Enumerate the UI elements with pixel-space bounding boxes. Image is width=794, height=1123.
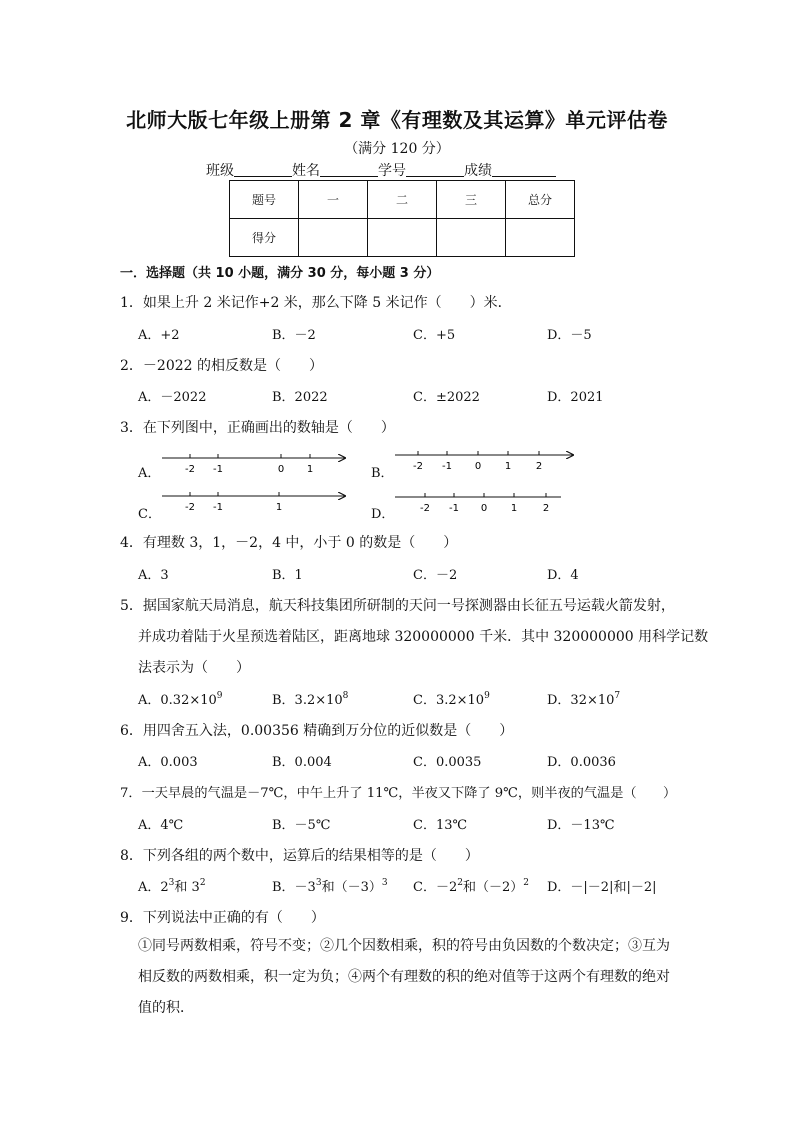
- question-9-stem: 9．下列说法中正确的有（ ）: [120, 910, 325, 926]
- exponent: 2: [199, 878, 206, 888]
- number-line-b: [395, 451, 573, 472]
- option-text: 和（－2）: [462, 880, 524, 895]
- q4-option-a[interactable]: A．3: [138, 568, 169, 583]
- exponent: 3: [315, 878, 322, 888]
- q8-option-d[interactable]: D．－|－2|和|－2|: [547, 880, 657, 895]
- q7-option-b[interactable]: B．－5℃: [272, 818, 331, 833]
- option-text: A．2: [138, 880, 169, 895]
- q2-option-d[interactable]: D．2021: [547, 390, 604, 405]
- q1-option-b[interactable]: B．－2: [272, 328, 316, 343]
- option-text: 和 3: [174, 880, 200, 895]
- tick-label: 0: [277, 464, 285, 475]
- q4-option-b[interactable]: B．1: [272, 568, 303, 583]
- option-text: C．－2: [413, 880, 458, 895]
- q4-option-d[interactable]: D．4: [547, 568, 579, 583]
- exponent: 8: [342, 691, 349, 701]
- question-7-stem: 7．一天早晨的气温是－7℃，中午上升了 11℃，半夜又下降了 9℃，则半夜的气温是（ ）: [120, 786, 677, 801]
- exponent: 9: [216, 691, 223, 701]
- number-line-d: [395, 493, 561, 514]
- q2-option-c[interactable]: C．±2022: [413, 390, 480, 405]
- q2-option-a[interactable]: A．－2022: [138, 390, 207, 405]
- tick-label: 2: [542, 503, 550, 514]
- q4-option-c[interactable]: C．－2: [413, 568, 458, 583]
- name-label: 姓名: [292, 163, 320, 179]
- tick-label: -2: [413, 461, 423, 472]
- q5-option-c[interactable]: [413, 689, 490, 708]
- tick-label: -1: [213, 464, 223, 475]
- option-text: A．0.32×10: [138, 693, 217, 708]
- tick-label: 1: [306, 464, 314, 475]
- q1-option-c[interactable]: C．+5: [413, 328, 456, 343]
- tick-label: -2: [420, 503, 430, 514]
- option-text: B．－3: [272, 880, 316, 895]
- tick-label: 1: [504, 461, 512, 472]
- tick-label: 2: [535, 461, 543, 472]
- score-label: 成绩: [464, 163, 492, 179]
- q8-option-c[interactable]: [413, 876, 529, 895]
- question-3-stem: 3．在下列图中，正确画出的数轴是（ ）: [120, 420, 395, 436]
- option-text: 和（－3）: [321, 880, 382, 895]
- tick-label: -2: [185, 502, 195, 513]
- q8-option-b[interactable]: [272, 876, 388, 895]
- q5-option-a[interactable]: [138, 689, 223, 708]
- score-table-header-cell: 一: [299, 181, 368, 219]
- number-line-c: [162, 492, 345, 513]
- q7-option-d[interactable]: D．－13℃: [547, 818, 615, 833]
- q6-option-d[interactable]: D．0.0036: [547, 755, 616, 770]
- option-text: C．3.2×10: [413, 693, 485, 708]
- question-8-stem: 8．下列各组的两个数中，运算后的结果相等的是（ ）: [120, 848, 479, 864]
- tick-label: -2: [185, 464, 195, 475]
- tick-label: -1: [442, 461, 452, 472]
- q3-option-b[interactable]: B．: [371, 466, 394, 481]
- number-line-a: [162, 454, 345, 475]
- q1-option-d[interactable]: D．－5: [547, 328, 592, 343]
- tick-label: 0: [474, 461, 482, 472]
- question-5-line-3: 法表示为（ ）: [138, 660, 250, 676]
- option-text: D．32×10: [547, 693, 615, 708]
- exponent: 3: [168, 878, 175, 888]
- tick-label: -1: [213, 502, 223, 513]
- tick-label: -1: [449, 503, 459, 514]
- question-2-stem: 2．－2022 的相反数是（ ）: [120, 358, 323, 374]
- question-9-statements: ①同号两数相乘，符号不变；②几个因数相乘，积的符号由负因数的个数决定；③互为相反数的两数相乘，积一定为负；④两个有理数的积的绝对值等于这两个有理数的绝对值的积．: [138, 938, 670, 1016]
- question-5-line-2: 并成功着陆于火星预选着陆区，距离地球 320000000 千米．其中 320000000 用科学记数: [138, 629, 709, 645]
- q1-option-a[interactable]: A．+2: [138, 328, 180, 343]
- tick-label: 1: [510, 503, 518, 514]
- q8-option-a[interactable]: [138, 876, 206, 895]
- exponent: 7: [614, 691, 621, 701]
- class-label: 班级: [206, 163, 234, 179]
- q3-option-d[interactable]: D．: [371, 507, 395, 522]
- exponent: 3: [381, 878, 388, 888]
- option-text: B．3.2×10: [272, 693, 343, 708]
- section-heading: 一．选择题（共 10 小题，满分 30 分，每小题 3 分）: [120, 266, 440, 281]
- question-6-stem: 6．用四舍五入法，0.00356 精确到万分位的近似数是（ ）: [120, 723, 514, 739]
- q7-option-a[interactable]: A．4℃: [138, 818, 184, 833]
- q3-option-c[interactable]: C．: [138, 507, 161, 522]
- tick-label: 1: [275, 502, 283, 513]
- q6-option-c[interactable]: C．0.0035: [413, 755, 482, 770]
- exponent: 2: [523, 878, 529, 888]
- q5-option-b[interactable]: [272, 689, 348, 708]
- number-line-figures: [0, 0, 794, 540]
- score-table-header-cell: 总分: [506, 181, 575, 219]
- exponent: 2: [457, 878, 463, 888]
- q6-option-b[interactable]: B．0.004: [272, 755, 332, 770]
- q3-option-a[interactable]: A．: [138, 466, 161, 481]
- q5-option-d[interactable]: [547, 689, 620, 708]
- q2-option-b[interactable]: B．2022: [272, 390, 328, 405]
- score-table-header-cell: 三: [437, 181, 506, 219]
- q7-option-c[interactable]: C．13℃: [413, 818, 468, 833]
- score-table-header-cell: 题号: [230, 181, 299, 219]
- score-table-header-cell: 二: [368, 181, 437, 219]
- q6-option-a[interactable]: A．0.003: [138, 755, 198, 770]
- tick-label: 0: [480, 503, 488, 514]
- exponent: 9: [484, 691, 490, 701]
- number-label: 学号: [378, 163, 406, 179]
- exam-subtitle: （满分 120 分）: [344, 141, 450, 157]
- question-4-stem: 4．有理数 3，1，－2，4 中，小于 0 的数是（ ）: [120, 535, 458, 551]
- question-1-stem: 1．如果上升 2 米记作+2 米，那么下降 5 米记作（ ）米．: [120, 295, 512, 311]
- exam-title: 北师大版七年级上册第 2 章《有理数及其运算》单元评估卷: [126, 108, 668, 132]
- score-row-label: 得分: [230, 219, 299, 257]
- question-5-line-1: 5．据国家航天局消息，航天科技集团所研制的天问一号探测器由长征五号运载火箭发射，: [120, 598, 675, 614]
